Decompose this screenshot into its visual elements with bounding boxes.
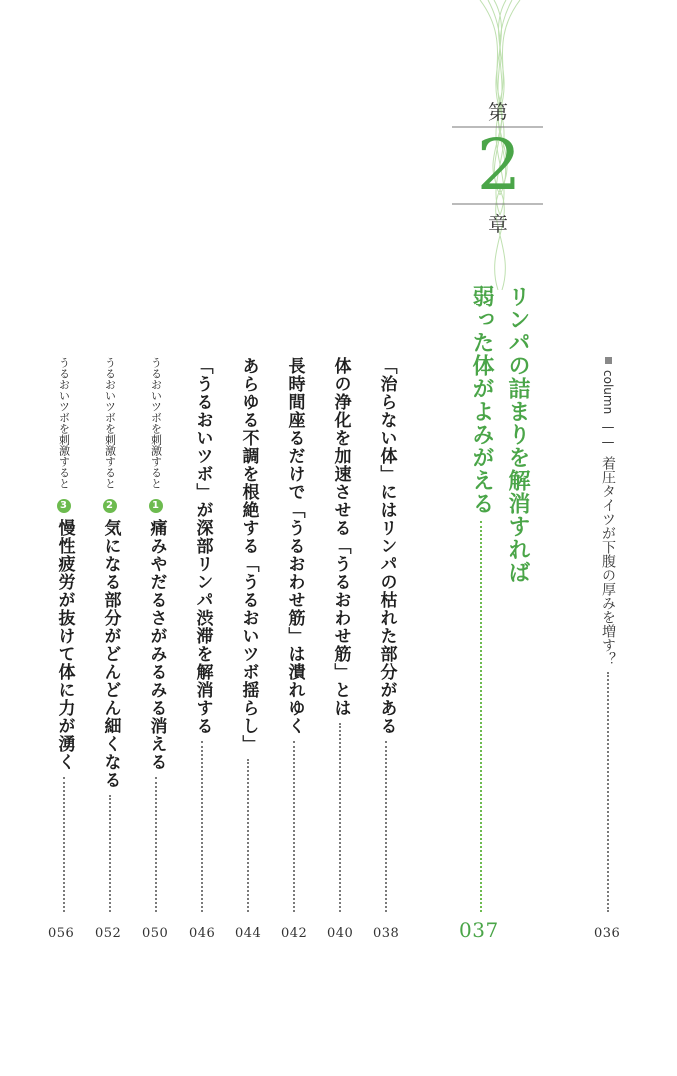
number-3-badge: 3 [57, 499, 71, 513]
toc-page[interactable]: 042 [281, 926, 308, 941]
toc-item[interactable]: 「うるおいツボ」が深部リンパ渋滞を解消する [191, 357, 213, 912]
toc-page[interactable]: 056 [48, 926, 75, 941]
column-square-icon [605, 357, 612, 364]
chapter-prefix: 第 [488, 100, 508, 124]
toc-page[interactable]: 050 [142, 926, 169, 941]
toc-page[interactable]: 052 [95, 926, 122, 941]
column-entry[interactable]: column —— 着圧タイツが下腹の厚みを増す？ [598, 357, 618, 912]
number-1-badge: 1 [149, 499, 163, 513]
chapter-suffix: 章 [488, 212, 508, 236]
toc-item[interactable]: うるおいツボを刺激すると 1 痛みやだるさがみるみる消える [145, 357, 167, 912]
chapter-page[interactable]: 037 [459, 918, 499, 942]
toc-page[interactable]: 038 [373, 926, 400, 941]
chapter-leader [480, 521, 482, 912]
chapter-title-line1: リンパの詰まりを解消すれば [505, 285, 530, 584]
toc-item[interactable]: 体の浄化を加速させる「うるおわせ筋」とは [329, 357, 351, 912]
column-page[interactable]: 036 [594, 926, 621, 941]
toc-page[interactable]: 046 [189, 926, 216, 941]
chapter-title-line2: 弱った体がよみがえる [467, 285, 495, 912]
number-2-badge: 2 [103, 499, 117, 513]
toc-page[interactable]: 040 [327, 926, 354, 941]
toc-item[interactable]: 長時間座るだけで「うるおわせ筋」は潰れゆく [283, 357, 305, 912]
toc-item[interactable]: 「治らない体」にはリンパの枯れた部分がある [375, 357, 397, 912]
toc-item[interactable]: あらゆる不調を根絶する「うるおいツボ揺らし」 [237, 357, 259, 912]
toc-item[interactable]: うるおいツボを刺激すると 3 慢性疲労が抜けて体に力が湧く [53, 357, 75, 912]
column-leader [607, 672, 609, 912]
toc-item[interactable]: うるおいツボを刺激すると 2 気になる部分がどんどん細くなる [99, 357, 121, 912]
chapter-number: 2 [476, 124, 522, 206]
toc-page[interactable]: 044 [235, 926, 262, 941]
